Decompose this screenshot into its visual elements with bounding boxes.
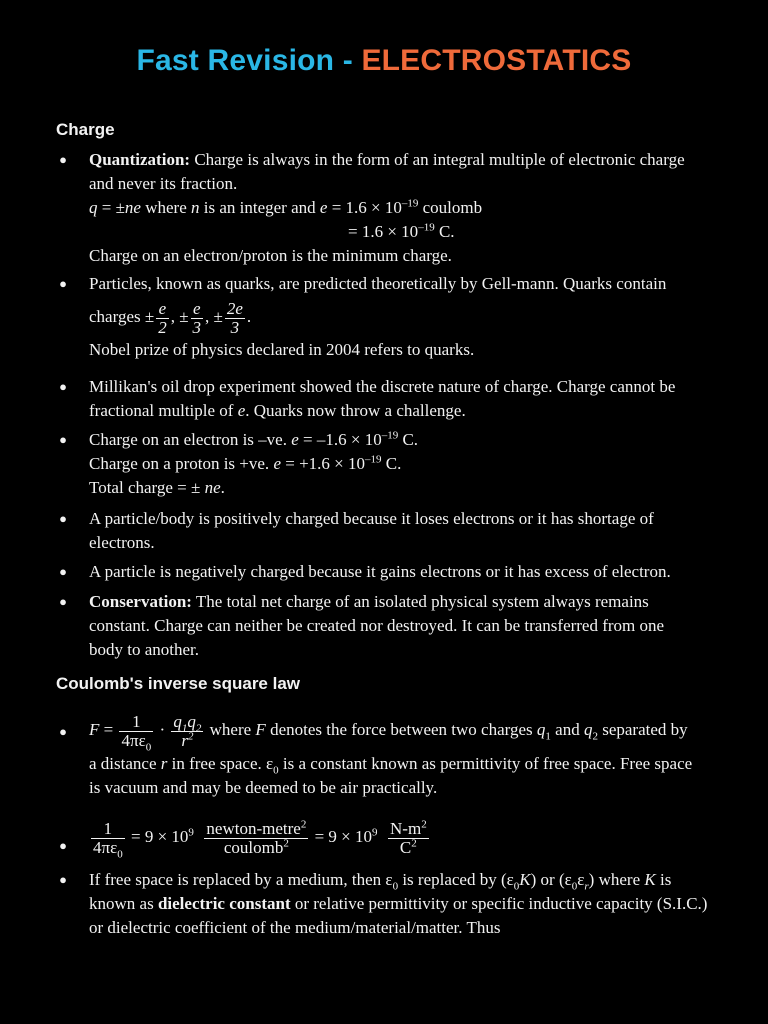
numerator: 2e xyxy=(226,298,243,318)
text-line xyxy=(89,892,732,916)
exponent: –19 xyxy=(365,453,382,466)
bullet-icon: ● xyxy=(59,276,67,291)
text-line xyxy=(89,590,732,614)
var: e xyxy=(291,430,299,449)
numerator: e xyxy=(156,300,169,319)
numerator xyxy=(171,713,203,732)
subscript: 1 xyxy=(181,721,188,734)
denominator: 3 xyxy=(230,317,240,337)
var: q xyxy=(173,711,182,731)
fraction xyxy=(388,817,429,857)
text-span: or relative permittivity or specific inductive capacity (S.I.C.) xyxy=(290,894,708,913)
text-span: Charge on an electron is –ve. xyxy=(89,430,292,449)
subscript: 2 xyxy=(195,721,202,734)
denominator xyxy=(204,836,308,857)
text-span: where xyxy=(140,198,191,217)
text-line: electrons. xyxy=(89,533,155,552)
text-span: C xyxy=(399,837,412,857)
numerator xyxy=(204,817,308,839)
text-span: ε xyxy=(577,870,585,889)
text-span: . Quarks now throw a challenge. xyxy=(245,401,466,420)
var: ne xyxy=(204,478,221,497)
text-span: = –1.6 × 10 xyxy=(298,430,382,449)
fraction xyxy=(119,711,153,753)
text-span: C. xyxy=(398,430,419,449)
text-span: fractional multiple of xyxy=(89,401,238,420)
text-line: or dielectric coefficient of the medium/material/matter. Thus xyxy=(89,918,501,937)
var: F xyxy=(255,720,266,739)
fraction xyxy=(204,817,308,857)
text-line: Millikan's oil drop experiment showed the discrete nature of charge. Charge cannot be xyxy=(89,377,676,396)
text-span: . xyxy=(220,478,225,497)
bullet-icon: ● xyxy=(59,432,67,447)
text-span: separated by xyxy=(597,720,688,739)
text-span: charges ± xyxy=(89,307,155,326)
bullet-icon: ● xyxy=(59,594,67,609)
text-span: , ± xyxy=(205,307,223,326)
exponent: –19 xyxy=(401,197,419,210)
var: K xyxy=(519,870,531,889)
var: ne xyxy=(124,198,141,217)
text-span: known as xyxy=(89,894,158,913)
text-span: coulomb xyxy=(418,198,483,217)
text-span: 4πε xyxy=(93,837,118,857)
denominator xyxy=(91,837,125,860)
text-span: C. xyxy=(381,454,402,473)
var: q xyxy=(89,198,98,217)
exponent: 2 xyxy=(421,817,427,830)
text-line xyxy=(89,752,732,776)
exponent: 2 xyxy=(300,817,307,830)
numerator: 1 xyxy=(91,820,125,839)
text-span: = xyxy=(99,720,118,739)
text-span: Charge on a proton is +ve. xyxy=(89,454,274,473)
numerator: 1 xyxy=(119,713,153,732)
text-line: Charge on an electron/proton is the minimum charge. xyxy=(89,246,452,265)
subscript: 0 xyxy=(392,880,399,893)
section-heading-charge: Charge xyxy=(56,120,115,139)
var: n xyxy=(191,198,200,217)
text-span: in free space. ε xyxy=(167,754,274,773)
var: e xyxy=(273,454,281,473)
subscript: 0 xyxy=(513,880,520,893)
denominator xyxy=(388,836,429,857)
subscript: 2 xyxy=(592,730,598,743)
text-span: = ± xyxy=(97,198,125,217)
var: e xyxy=(237,401,246,420)
exponent: 2 xyxy=(187,729,194,742)
bullet-icon: ● xyxy=(59,564,67,579)
numerator xyxy=(388,817,429,839)
exponent: 9 xyxy=(188,826,194,839)
bold-term: dielectric constant xyxy=(157,894,291,913)
title-part-1: Fast Revision - xyxy=(136,44,362,77)
equation-line xyxy=(89,810,732,864)
exponent: 2 xyxy=(283,836,289,849)
bullet-icon: ● xyxy=(59,724,67,739)
text-span: Charge is always in the form of an integral multiple of electronic charge xyxy=(190,150,685,169)
exponent: –19 xyxy=(418,221,435,234)
exponent: 9 xyxy=(372,826,378,839)
var: K xyxy=(644,870,656,889)
title-part-2: ELECTROSTATICS xyxy=(361,44,632,77)
subscript: 0 xyxy=(117,847,123,860)
var: q xyxy=(536,720,546,739)
text-span: a distance xyxy=(89,754,161,773)
text-span: is xyxy=(655,870,672,889)
text-line: Particles, known as quarks, are predicted theoretically by Gell-mann. Quarks contain xyxy=(89,274,667,293)
equation-line xyxy=(89,708,732,752)
text-span: is an integer and xyxy=(199,198,320,217)
text-span: = +1.6 × 10 xyxy=(280,454,365,473)
text-span: newton-metre xyxy=(206,818,301,838)
var: F xyxy=(89,720,100,739)
text-span: C. xyxy=(434,222,455,241)
text-line: and never its fraction. xyxy=(89,174,238,193)
page-title xyxy=(0,44,768,78)
text-span: ) or (ε xyxy=(530,870,572,889)
text-line xyxy=(89,476,732,500)
subscript: 0 xyxy=(571,880,578,893)
var: r xyxy=(160,754,168,773)
var: r xyxy=(181,730,188,750)
text-span: ) where xyxy=(588,870,645,889)
text-line xyxy=(89,148,732,172)
bullet-icon: ● xyxy=(59,379,67,394)
text-span: is a constant known as permittivity of free space. Free space xyxy=(278,754,693,773)
text-span: = 9 × 10 xyxy=(126,827,189,846)
fraction xyxy=(156,300,169,337)
subscript: 0 xyxy=(273,764,279,777)
text-span: denotes the force between two charges xyxy=(265,720,537,739)
text-span: , ± xyxy=(170,307,189,326)
text-line: constant. Charge can neither be created nor destroyed. It can be transferred from one xyxy=(89,616,665,635)
text-span: Total charge = ± xyxy=(89,478,205,497)
text-span: = 1.6 × 10 xyxy=(327,198,402,217)
bullet-icon: ● xyxy=(59,872,67,887)
text-span: and xyxy=(550,720,584,739)
fraction xyxy=(91,818,125,860)
text-span: . xyxy=(246,307,252,326)
text-line xyxy=(89,399,732,423)
text-span: N-m xyxy=(390,818,422,838)
text-span: coulomb xyxy=(223,837,284,857)
denominator: 2 xyxy=(158,317,167,337)
text-span: = 1.6 × 10 xyxy=(348,222,419,241)
section-heading-coulomb: Coulomb's inverse square law xyxy=(56,674,301,693)
text-line xyxy=(89,452,732,476)
text-line: Nobel prize of physics declared in 2004 refers to quarks. xyxy=(89,340,475,359)
subscript: r xyxy=(584,880,589,893)
var: q xyxy=(187,711,196,731)
fraction xyxy=(191,300,204,337)
text-line: A particle/body is positively charged because it loses electrons or it has shortage of xyxy=(89,509,654,528)
denominator xyxy=(119,730,153,753)
equation-line xyxy=(89,196,732,220)
text-span: where xyxy=(205,720,256,739)
fraction xyxy=(171,713,203,750)
text-span: is replaced by (ε xyxy=(398,870,514,889)
bold-term: Quantization: xyxy=(89,150,191,169)
numerator: e xyxy=(191,300,204,319)
equation-line xyxy=(89,220,732,244)
text-line xyxy=(89,868,732,892)
text-span: If free space is replaced by a medium, then ε xyxy=(89,870,393,889)
denominator: 3 xyxy=(192,317,202,337)
text-line: is vacuum and may be deemed to be air practically. xyxy=(89,778,438,797)
denominator xyxy=(171,729,203,750)
text-span: 4πε xyxy=(121,730,146,750)
text-span: The total net charge of an isolated physical system always remains xyxy=(191,592,649,611)
exponent: –19 xyxy=(381,429,399,442)
bullet-icon: ● xyxy=(59,838,67,853)
fraction xyxy=(225,300,245,337)
fraction-line xyxy=(89,296,732,338)
text-line: A particle is negatively charged because it gains electrons or it has excess of electron. xyxy=(89,562,671,581)
exponent: 2 xyxy=(411,836,417,849)
text-span: · xyxy=(155,720,170,739)
text-line xyxy=(89,428,732,452)
var: q xyxy=(583,720,593,739)
subscript: 0 xyxy=(145,740,152,753)
bullet-icon: ● xyxy=(59,511,67,526)
text-line: body to another. xyxy=(89,640,200,659)
bullet-icon: ● xyxy=(59,152,67,167)
var: e xyxy=(319,198,328,217)
bold-term: Conservation: xyxy=(89,592,192,611)
subscript: 1 xyxy=(545,730,551,743)
text-span: = 9 × 10 xyxy=(310,827,373,846)
